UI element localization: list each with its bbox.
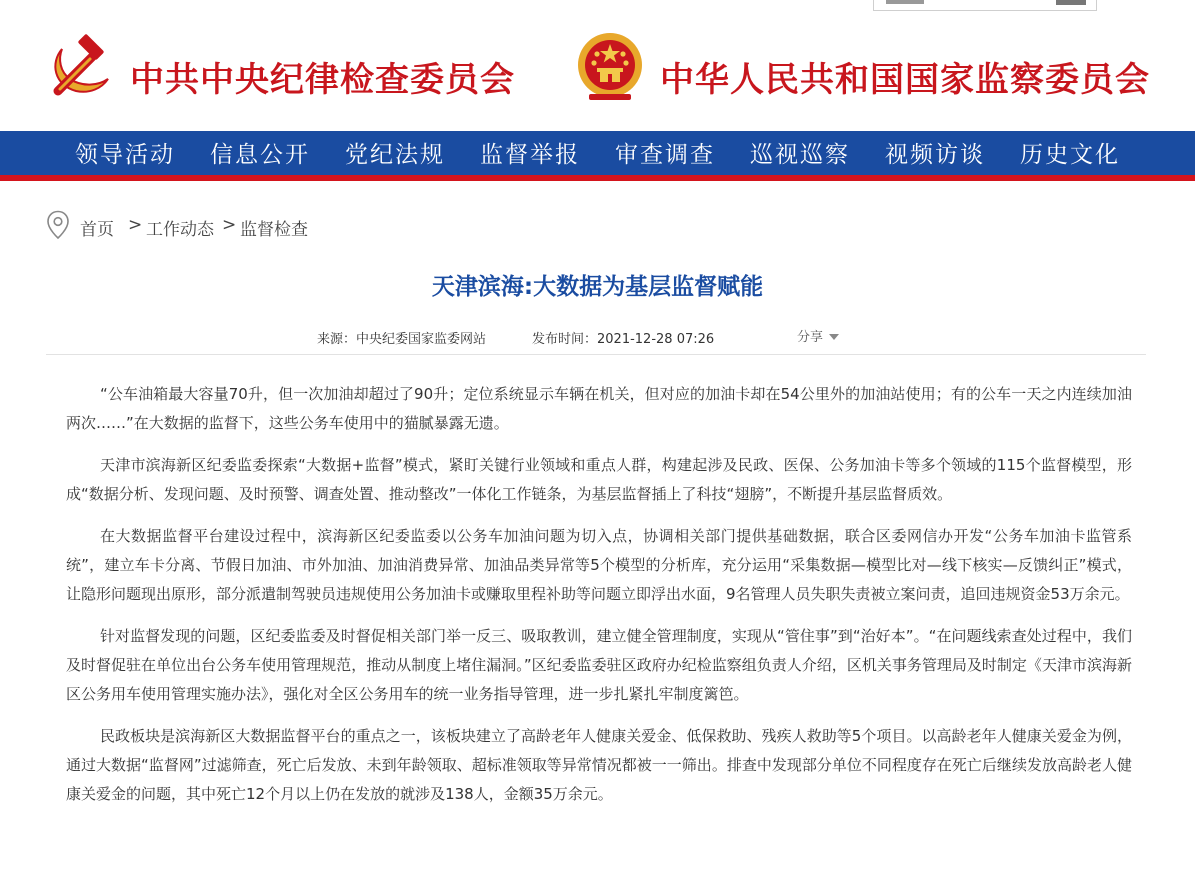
hammer-sickle-emblem (48, 33, 114, 99)
national-emblem (575, 30, 645, 104)
nav-item-leadership[interactable]: 领导活动 (75, 142, 175, 168)
breadcrumb-supervision[interactable]: 监督检查 (240, 220, 308, 240)
site-title-ccdi[interactable]: 中共中央纪律检查委员会 (130, 60, 515, 100)
location-pin-icon (46, 210, 70, 240)
site-title-nsc[interactable]: 中华人民共和国国家监察委员会 (660, 60, 1150, 100)
article-body (66, 380, 1132, 822)
source-value: 中央纪委国家监委网站 (356, 332, 487, 347)
breadcrumb-home[interactable]: 首页 (80, 220, 114, 240)
site-header (0, 0, 1195, 130)
nav-item-history[interactable]: 历史文化 (1020, 142, 1120, 168)
article-paragraph: 在大数据监督平台建设过程中，滨海新区纪委监委以公务车加油问题为切入点，协调相关部门提供基础数据，联合区委网信办开发“公务车加油卡监管系统”，建立车卡分离、节假日加油、市外加油、加油消费异常、加油品类异常等5个模型的分析库，充分运用“采集数据—模型比对—线下核实—反馈纠正”模式，让隐形问题现出原形，部分派遣制驾驶员违规使用公务加油卡或赚取里程补助等问题立即浮出水面，9名管理人员失职失责被立案问责，追回违规资金53万余元。 (66, 527, 1132, 603)
share-button[interactable] (797, 326, 839, 345)
article-time (532, 328, 714, 347)
nav-item-report[interactable]: 监督举报 (480, 142, 580, 168)
article-title: 天津滨海:大数据为基层监督赋能 (431, 274, 764, 300)
breadcrumb-separator: > (128, 215, 143, 235)
breadcrumb-separator: > (222, 215, 237, 235)
nav-item-information[interactable]: 信息公开 (210, 142, 310, 168)
nav-item-video[interactable]: 视频访谈 (885, 142, 985, 168)
nav-item-investigation[interactable]: 审查调查 (615, 142, 715, 168)
main-nav (0, 131, 1195, 181)
divider (46, 354, 1146, 355)
share-label: 分享 (797, 330, 824, 345)
article-paragraph: 针对监督发现的问题，区纪委监委及时督促相关部门举一反三、吸取教训，建立健全管理制度，实现从“管住事”到“治好本”。“在问题线索查处过程中，我们及时督促驻在单位出台公务车使用管理规范，推动从制度上堵住漏洞。”区纪委监委驻区政府办纪检监察组负责人介绍，区机关事务管理局及时制定《天津市滨海新区公务用车使用管理实施办法》，强化对全区公务用车的统一业务指导管理，进一步扎紧扎牢制度篱笆。 (66, 627, 1132, 703)
source-label: 来源： (317, 332, 357, 347)
time-value: 2021-12-28 07:26 (597, 332, 715, 347)
article-source (317, 328, 486, 347)
article-paragraph: 民政板块是滨海新区大数据监督平台的重点之一，该板块建立了高龄老年人健康关爱金、低保救助、残疾人救助等5个项目。以高龄老年人健康关爱金为例，通过大数据“监督网”过滤筛查，死亡后发放、未到年龄领取、超标准领取等异常情况都被一一筛出。排查中发现部分单位不同程度存在死亡后继续发放高龄老人健康关爱金的问题，其中死亡12个月以上仍在发放的就涉及138人，金额35万余元。 (66, 727, 1132, 803)
nav-item-inspection[interactable]: 巡视巡察 (750, 142, 850, 168)
breadcrumb-work-news[interactable]: 工作动态 (146, 220, 214, 240)
time-label: 发布时间： (532, 332, 598, 347)
article-paragraph: 天津市滨海新区纪委监委探索“大数据+监督”模式，紧盯关键行业领域和重点人群，构建起涉及民政、医保、公务加油卡等多个领域的115个监督模型，形成“数据分析、发现问题、及时预警、调查处置、推动整改”一体化工作链条，为基层监督插上了科技“翅膀”，不断提升基层监督质效。 (66, 456, 1132, 503)
caret-down-icon (829, 334, 839, 341)
article-paragraph: “公车油箱最大容量70升，但一次加油却超过了90升；定位系统显示车辆在机关，但对应的加油卡却在54公里外的加油站使用；有的公车一天之内连续加油两次……”在大数据的监督下，这些公务车使用中的猫腻暴露无遗。 (66, 385, 1132, 432)
nav-item-regulations[interactable]: 党纪法规 (345, 142, 445, 168)
